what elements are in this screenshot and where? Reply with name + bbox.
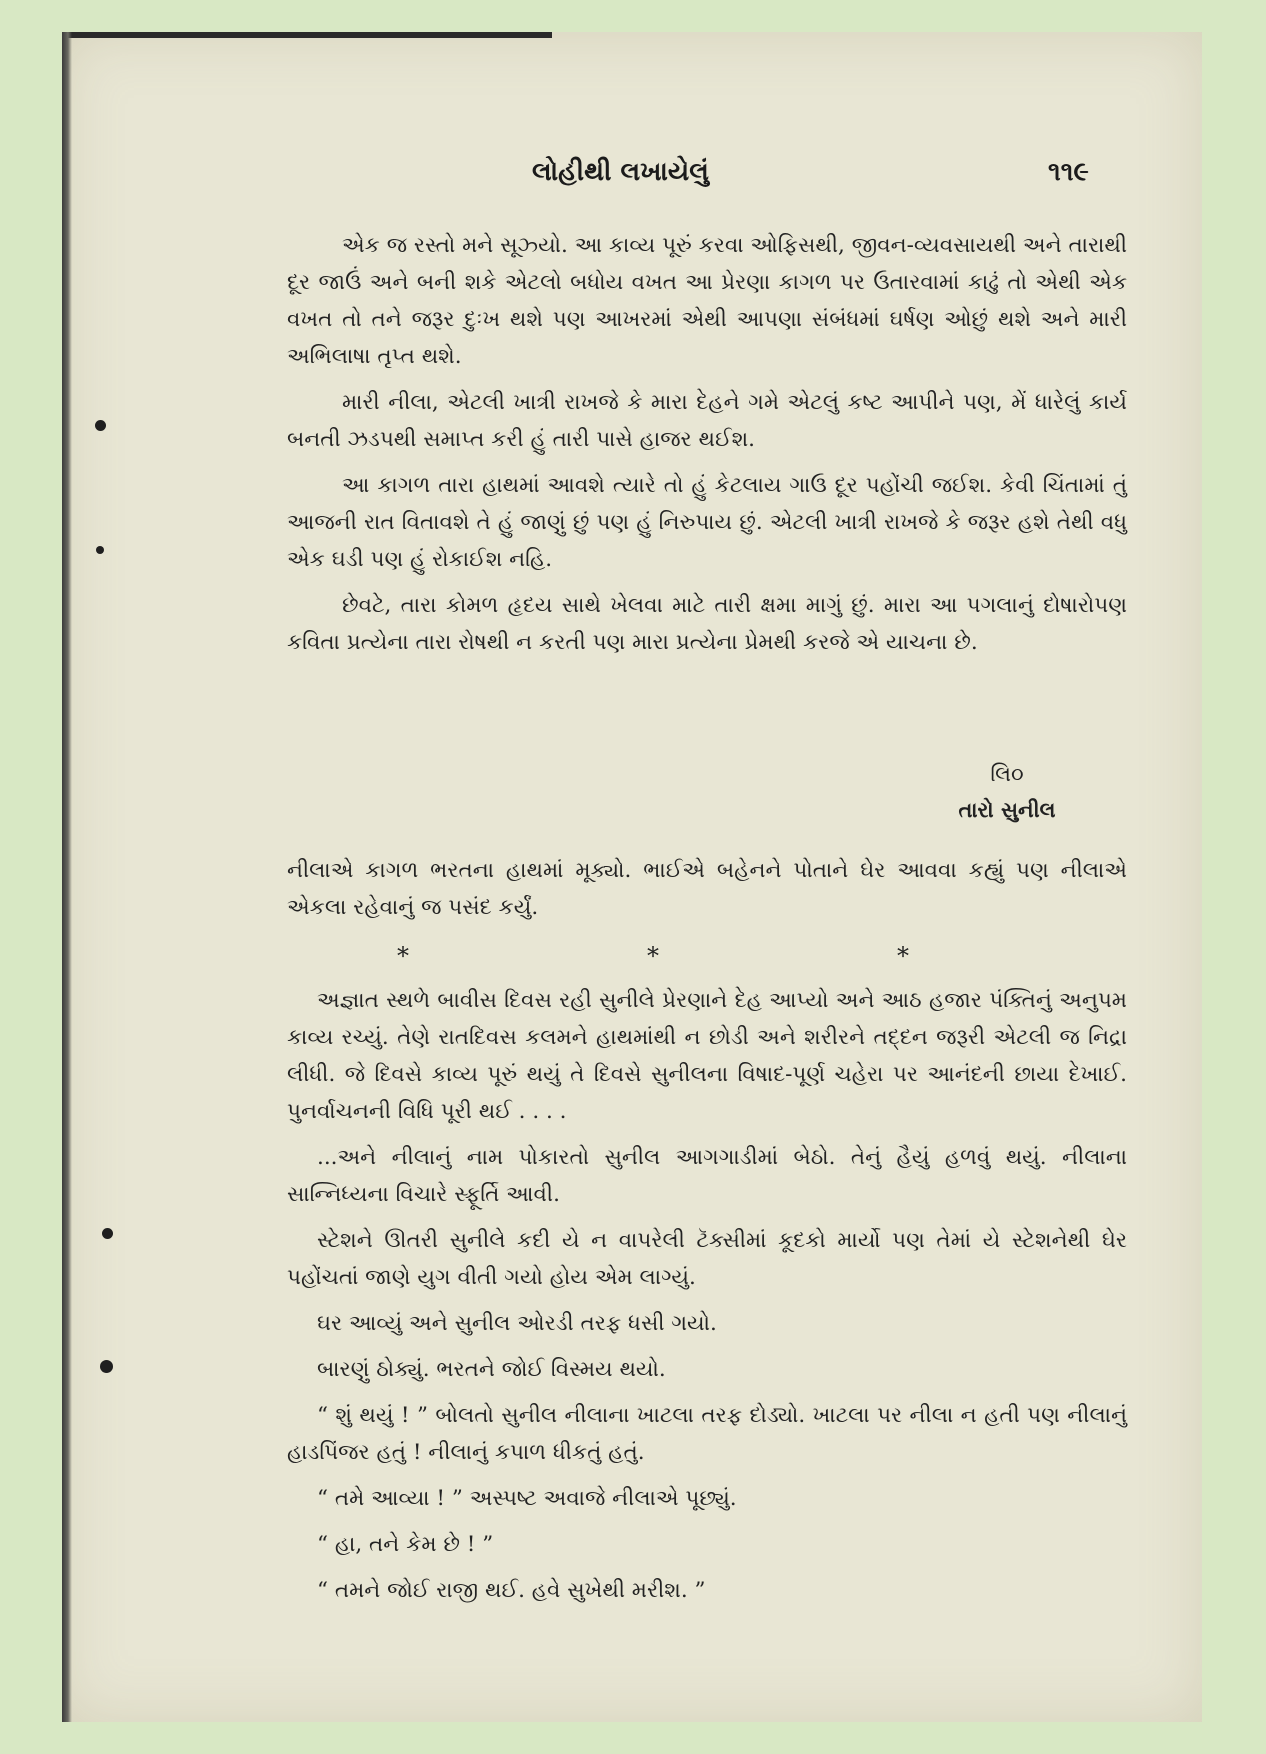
dialogue-line: “ હા, તને કેમ છે ! ” xyxy=(317,1532,494,1557)
signature-name: તારો સુનીલ xyxy=(958,797,1056,822)
paragraph: અજ્ઞાત સ્થળે બાવીસ દિવસ રહી સુનીલે પ્રેરણાને દેહ આપ્યો અને આઠ હજાર પંક્તિનું અનુપમ કાવ્ય રચ્યું. તેણે રાતદિવસ કલમને હાથમાંથી ન છોડી અને શરીરને તદ્દન જરૂરી એટલી જ નિદ્રા લીધી. જે દિવસે કાવ્ય પૂરું થયું તે દિવસે સુનીલના વિષાદ-પૂર્ણ ચહેરા પર આનંદની છાયા દેખાઈ. પુનર્વાચનની વિધિ પૂરી થઈ . . . . xyxy=(287,988,1127,1124)
book-page xyxy=(62,32,1202,1722)
running-title: લોહીથી લખાયેલું xyxy=(532,157,709,187)
letter-paragraph: મારી નીલા, એટલી ખાત્રી રાખજે કે મારા દેહને ગમે એટલું કષ્ટ આપીને પણ, મેં ધારેલું કાર્ય બનતી ઝડપથી સમાપ્ત કરી હું તારી પાસે હાજર થઈશ. xyxy=(287,390,1127,452)
scan-edge-top xyxy=(62,32,552,38)
signature-label: લિ૦ xyxy=(990,762,1024,786)
binding-hole xyxy=(95,420,106,431)
paragraph: ...અને નીલાનું નામ પોકારતો સુનીલ આગગાડીમાં બેઠો. તેનું હૈયું હળવું થયું. નીલાના સાન્નિધ્યના વિચારે સ્ફૂર્તિ આવી. xyxy=(287,1145,1127,1207)
separator-star: * xyxy=(897,942,909,970)
letter-body xyxy=(287,227,1127,670)
paragraph: સ્ટેશને ઊતરી સુનીલે કદી યે ન વાપરેલી ટૅક્સીમાં કૂદકો માર્યો પણ તેમાં યે સ્ટેશનેથી ઘેર પહોંચતાં જાણે યુગ વીતી ગયો હોય એમ લાગ્યું. xyxy=(287,1228,1127,1290)
page-header xyxy=(62,157,1202,197)
separator-star: * xyxy=(647,942,659,970)
section-separator xyxy=(62,942,1202,972)
scan-edge-left xyxy=(62,32,72,1722)
letter-paragraph: છેવટે, તારા કોમળ હૃદય સાથે ખેલવા માટે તારી ક્ષમા માગું છું. મારા આ પગલાનું દોષારોપણ કવિતા પ્રત્યેના તારા રોષથી ન કરતી પણ મારા પ્રત્યેના પ્રેમથી કરજે એ યાચના છે. xyxy=(287,593,1127,655)
binding-hole xyxy=(102,1228,113,1239)
narrative-body xyxy=(287,982,1127,1618)
dialogue-line: “ તમને જોઈ રાજી થઈ. હવે સુખેથી મરીશ. ” xyxy=(317,1578,706,1603)
separator-star: * xyxy=(397,942,409,970)
paragraph: “ શું થયું ! ” બોલતો સુનીલ નીલાના ખાટલા તરફ દોડ્યો. ખાટલા પર નીલા ન હતી પણ નીલાનું હાડપિંજર હતું ! નીલાનું કપાળ ધીકતું હતું. xyxy=(287,1403,1127,1465)
paragraph: ઘર આવ્યું અને સુનીલ ઓરડી તરફ ધસી ગયો. xyxy=(317,1311,717,1336)
after-letter-paragraph xyxy=(287,852,1127,935)
page-number: ૧૧૯ xyxy=(1048,157,1089,187)
paragraph: બારણું ઠોક્યું. ભરતને જોઈ વિસ્મય થયો. xyxy=(317,1357,666,1382)
letter-paragraph: એક જ રસ્તો મને સૂઝ્યો. આ કાવ્ય પૂરું કરવા ઓફિસથી, જીવન-વ્યવસાયથી અને તારાથી દૂર જાઉં અને બની શકે એટલો બધોય વખત આ પ્રેરણા કાગળ પર ઉતારવામાં કાઢું તો એથી એક વખત તો તને જરૂર દુઃખ થશે પણ આખરમાં એથી આપણા સંબંધમાં ઘર્ષણ ઓછું થશે અને મારી અભિલાષા તૃપ્ત થશે. xyxy=(287,233,1127,369)
dialogue-line: “ તમે આવ્યા ! ” અસ્પષ્ટ અવાજે નીલાએ પૂછ્યું. xyxy=(317,1486,737,1511)
binding-hole xyxy=(96,546,104,554)
binding-hole xyxy=(100,1360,113,1373)
letter-paragraph: આ કાગળ તારા હાથમાં આવશે ત્યારે તો હું કેટલાય ગાઉ દૂર પહોંચી જઈશ. કેવી ચિંતામાં તું આજની રાત વિતાવશે તે હું જાણું છું પણ હું નિરુપાય છું. એટલી ખાત્રી રાખજે કે જરૂર હશે તેથી વધુ એક ઘડી પણ હું રોકાઈશ નહિ. xyxy=(287,473,1127,572)
paragraph: નીલાએ કાગળ ભરતના હાથમાં મૂક્યો. ભાઈએ બહેનને પોતાને ઘેર આવવા કહ્યું પણ નીલાએ એકલા રહેવાનું જ પસંદ કર્યું. xyxy=(287,858,1127,920)
